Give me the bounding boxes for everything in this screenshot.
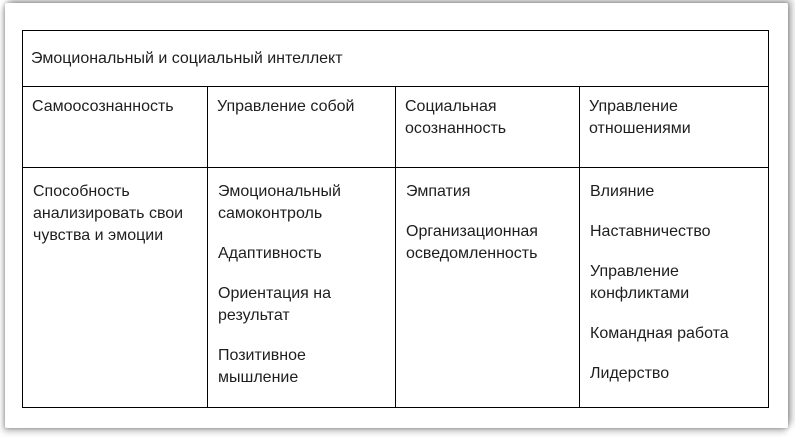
column-header-self-management: Управление собой bbox=[208, 87, 396, 168]
list-item: Ориентация на результат bbox=[218, 285, 332, 324]
list-item: Адаптивность bbox=[218, 245, 322, 262]
table-body-row bbox=[23, 168, 769, 408]
column-header-social-awareness: Социальная осознанность bbox=[396, 87, 580, 168]
document-page bbox=[5, 3, 788, 428]
table-title-row bbox=[23, 31, 769, 87]
list-item: Влияние bbox=[590, 183, 655, 200]
list-item: Позитивное мышление bbox=[218, 347, 306, 386]
list-item: Эмоциональный самоконтроль bbox=[218, 183, 341, 222]
table-header-row bbox=[23, 87, 769, 168]
list-item: Эмпатия bbox=[406, 183, 471, 200]
list-item: Организационная осведомленность bbox=[406, 223, 538, 262]
cell-self-awareness bbox=[23, 168, 208, 408]
column-header-relationship-management: Управление отношениями bbox=[580, 87, 769, 168]
table-title: Эмоциональный и социальный интеллект bbox=[23, 31, 769, 87]
list-item: Лидерство bbox=[590, 365, 670, 382]
cell-self-management bbox=[208, 168, 396, 408]
list-item: Управление конфликтами bbox=[590, 263, 690, 302]
emotional-intelligence-table bbox=[22, 30, 769, 408]
column-header-self-awareness: Самоосознанность bbox=[23, 87, 208, 168]
list-item: Наставничество bbox=[590, 223, 711, 240]
list-item: Способность анализировать свои чувства и эмоции bbox=[33, 183, 184, 244]
cell-relationship-management bbox=[580, 168, 769, 408]
cell-social-awareness bbox=[396, 168, 580, 408]
list-item: Командная работа bbox=[590, 325, 729, 342]
